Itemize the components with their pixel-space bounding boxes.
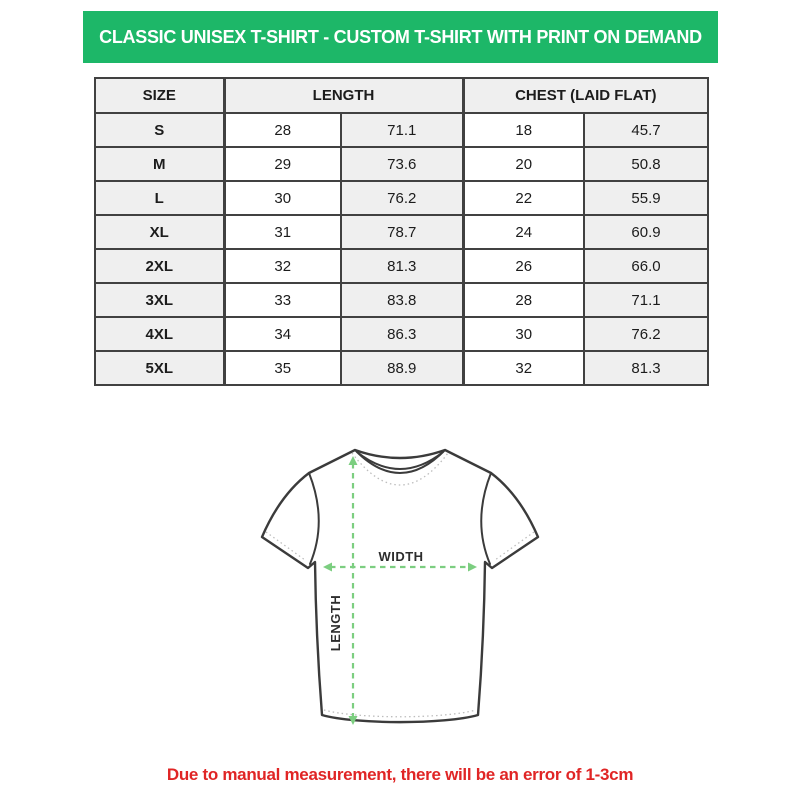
title-banner <box>83 11 718 63</box>
table-row-2xl <box>95 249 708 283</box>
length-cm-cell: 76.2 <box>341 181 463 215</box>
page-title: CLASSIC UNISEX T-SHIRT - CUSTOM T-SHIRT WITH PRINT ON DEMAND <box>99 26 702 47</box>
chest-in-cell: 30 <box>463 317 584 351</box>
length-in-cell: 33 <box>224 283 341 317</box>
chest-in-cell: 22 <box>463 181 584 215</box>
length-cm-cell: 86.3 <box>341 317 463 351</box>
width-label: WIDTH <box>378 549 424 564</box>
size-cell: M <box>95 147 224 181</box>
tshirt-outline <box>262 450 538 722</box>
column-header-length: LENGTH <box>224 78 463 113</box>
length-in-cell: 34 <box>224 317 341 351</box>
length-in-cell: 29 <box>224 147 341 181</box>
chest-cm-cell: 81.3 <box>584 351 708 385</box>
size-cell: 2XL <box>95 249 224 283</box>
chest-in-cell: 20 <box>463 147 584 181</box>
chest-cm-cell: 60.9 <box>584 215 708 249</box>
table-row-4xl <box>95 317 708 351</box>
length-in-cell: 31 <box>224 215 341 249</box>
measurement-error-note: Due to manual measurement, there will be an error of 1-3cm <box>166 765 634 784</box>
size-cell: S <box>95 113 224 147</box>
length-in-cell: 30 <box>224 181 341 215</box>
chest-cm-cell: 50.8 <box>584 147 708 181</box>
chest-cm-cell: 71.1 <box>584 283 708 317</box>
chest-in-cell: 24 <box>463 215 584 249</box>
length-label: LENGTH <box>328 594 343 652</box>
length-in-cell: 28 <box>224 113 341 147</box>
chest-in-cell: 26 <box>463 249 584 283</box>
size-chart-table <box>94 77 709 386</box>
chest-in-cell: 18 <box>463 113 584 147</box>
length-in-cell: 35 <box>224 351 341 385</box>
size-cell: 3XL <box>95 283 224 317</box>
size-cell: L <box>95 181 224 215</box>
length-cm-cell: 71.1 <box>341 113 463 147</box>
column-header-size: SIZE <box>95 78 224 113</box>
length-cm-cell: 78.7 <box>341 215 463 249</box>
length-cm-cell: 81.3 <box>341 249 463 283</box>
table-header-row <box>95 78 708 113</box>
size-cell: XL <box>95 215 224 249</box>
column-header-chest: CHEST (LAID FLAT) <box>463 78 708 113</box>
size-cell: 5XL <box>95 351 224 385</box>
length-in-cell: 32 <box>224 249 341 283</box>
tshirt-measurement-diagram <box>250 433 550 748</box>
table-row-xl <box>95 215 708 249</box>
length-cm-cell: 73.6 <box>341 147 463 181</box>
table-row-s <box>95 113 708 147</box>
chest-in-cell: 28 <box>463 283 584 317</box>
length-cm-cell: 88.9 <box>341 351 463 385</box>
chest-cm-cell: 66.0 <box>584 249 708 283</box>
chest-in-cell: 32 <box>463 351 584 385</box>
chest-cm-cell: 55.9 <box>584 181 708 215</box>
length-cm-cell: 83.8 <box>341 283 463 317</box>
size-cell: 4XL <box>95 317 224 351</box>
table-row-3xl <box>95 283 708 317</box>
size-table-container <box>94 77 709 386</box>
table-row-m <box>95 147 708 181</box>
table-row-5xl <box>95 351 708 385</box>
table-row-l <box>95 181 708 215</box>
chest-cm-cell: 76.2 <box>584 317 708 351</box>
chest-cm-cell: 45.7 <box>584 113 708 147</box>
